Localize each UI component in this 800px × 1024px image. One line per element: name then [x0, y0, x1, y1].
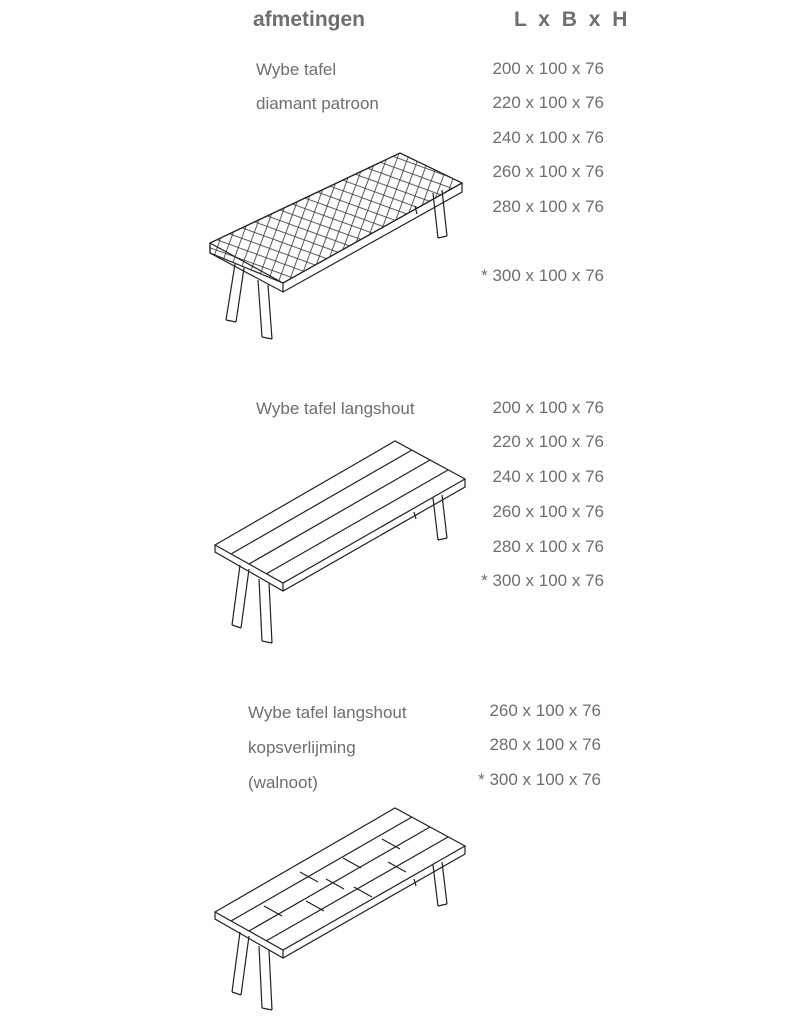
dimensions-header: afmetingen — [253, 8, 366, 31]
product-1-name-line-1: Wybe tafel — [256, 60, 337, 79]
table-langshout-drawing — [215, 441, 465, 643]
product-3-name-line-1: Wybe tafel langshout — [248, 703, 407, 722]
product-1-size-3: 240 x 100 x 76 — [492, 128, 604, 147]
table-kopsverlijming-drawing — [215, 808, 465, 1010]
product-1-size-5: 280 x 100 x 76 — [492, 197, 604, 216]
product-1-size-4: 260 x 100 x 76 — [492, 162, 604, 181]
product-1-size-1: 200 x 100 x 76 — [492, 59, 604, 78]
product-2-size-5: 280 x 100 x 76 — [492, 537, 604, 556]
product-2-size-1: 200 x 100 x 76 — [492, 398, 604, 417]
lbh-column-header: L x B x H — [514, 8, 631, 31]
product-3-name-line-3: (walnoot) — [248, 773, 318, 792]
product-1-size-2: 220 x 100 x 76 — [492, 93, 604, 112]
product-3-size-3: * 300 x 100 x 76 — [478, 770, 601, 789]
product-1-name-line-2: diamant patroon — [256, 94, 379, 113]
product-3-size-1: 260 x 100 x 76 — [489, 701, 601, 720]
product-3-name-line-2: kopsverlijming — [248, 738, 356, 757]
product-1-size-6: * 300 x 100 x 76 — [481, 266, 604, 285]
product-2-size-3: 240 x 100 x 76 — [492, 467, 604, 486]
product-2-size-6: * 300 x 100 x 76 — [481, 571, 604, 590]
table-diamond-drawing — [210, 153, 462, 339]
product-2-size-2: 220 x 100 x 76 — [492, 432, 604, 451]
product-2-size-4: 260 x 100 x 76 — [492, 502, 604, 521]
product-2-name-line-1: Wybe tafel langshout — [256, 399, 415, 418]
product-3-size-2: 280 x 100 x 76 — [489, 735, 601, 754]
